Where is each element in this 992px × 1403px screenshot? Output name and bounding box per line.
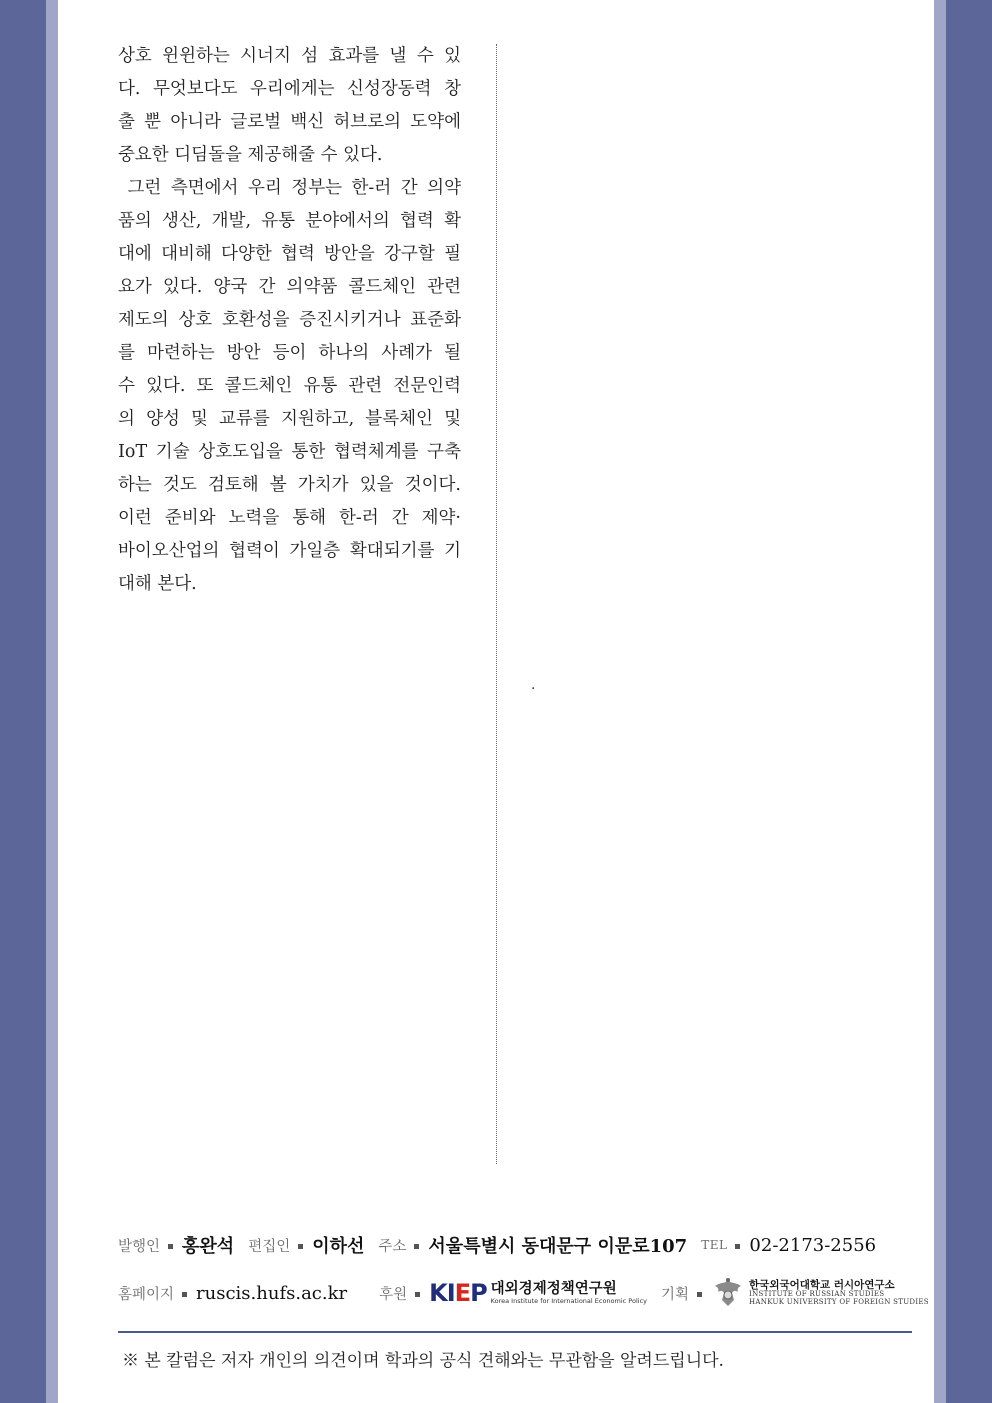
column-divider bbox=[496, 44, 497, 1164]
double-eagle-emblem-icon bbox=[711, 1276, 745, 1310]
tel-label: TEL bbox=[701, 1238, 728, 1252]
left-margin-band-light bbox=[46, 0, 58, 1403]
kiep-name: 대외경제정책연구원 bbox=[490, 1280, 617, 1297]
bullet-icon bbox=[182, 1292, 187, 1297]
irs-logo bbox=[711, 1276, 929, 1310]
irs-name-en-2: HANKUK UNIVERSITY OF FOREIGN STUDIES bbox=[749, 1297, 929, 1306]
body-line: 의 양성 및 교류를 지원하고, 블록체인 및 bbox=[118, 409, 461, 429]
body-line: 요가 있다. 양국 간 의약품 콜드체인 관련 bbox=[118, 277, 461, 297]
tel-value: 02-2173-2556 bbox=[749, 1234, 877, 1256]
bullet-icon bbox=[415, 1292, 420, 1297]
irs-name-en-1: INSTITUTE OF RUSSIAN STUDIES bbox=[749, 1290, 885, 1299]
sponsor-label: 후원 bbox=[379, 1286, 408, 1303]
publisher-name: 홍완석 bbox=[182, 1236, 235, 1257]
publisher-label: 발행인 bbox=[118, 1238, 161, 1255]
body-line: 제도의 상호 호환성을 증진시키거나 표준화 bbox=[118, 310, 461, 330]
body-line: 대해 본다. bbox=[118, 574, 197, 594]
body-line: 상호 윈윈하는 시너지 섬 효과를 낼 수 있 bbox=[118, 46, 461, 66]
right-margin-band-light bbox=[934, 0, 946, 1403]
body-line: 출 뿐 아니라 글로벌 백신 허브로의 도약에 bbox=[118, 112, 461, 132]
disclaimer-text: ※ 본 칼럼은 저자 개인의 의견이며 학과의 공식 견해와는 무관함을 알려드립니다. bbox=[122, 1351, 724, 1371]
footer-colophon-row bbox=[118, 1228, 876, 1262]
bullet-icon bbox=[735, 1244, 740, 1249]
address-label: 주소 bbox=[378, 1238, 407, 1255]
homepage-label: 홈페이지 bbox=[118, 1286, 175, 1303]
body-line: 중요한 디딤돌을 제공해줄 수 있다. bbox=[118, 145, 383, 165]
editor-name: 이하선 bbox=[312, 1236, 365, 1257]
body-line: 바이오산업의 협력이 가일층 확대되기를 기 bbox=[118, 541, 461, 561]
bullet-icon bbox=[168, 1244, 173, 1249]
body-line: 하는 것도 검토해 볼 가치가 있을 것이다. bbox=[118, 475, 461, 495]
body-line: 품의 생산, 개발, 유통 분야에서의 협력 확 bbox=[118, 211, 461, 231]
left-margin-band bbox=[0, 0, 46, 1403]
bullet-icon bbox=[414, 1244, 419, 1249]
body-line: IoT 기술 상호도입을 통한 협력체계를 구축 bbox=[118, 442, 461, 462]
kiep-logo-mark: KIEP bbox=[429, 1279, 487, 1307]
bullet-icon bbox=[298, 1244, 303, 1249]
right-margin-band bbox=[946, 0, 992, 1403]
kiep-name-en: Korea Institute for International Economic Policy bbox=[490, 1297, 648, 1305]
body-line: 대에 대비해 다양한 협력 방안을 강구할 필 bbox=[118, 244, 461, 264]
address-value: 서울특별시 동대문구 이문로107 bbox=[428, 1236, 688, 1257]
body-line: 그런 측면에서 우리 정부는 한-러 간 의약 bbox=[118, 178, 461, 198]
bullet-icon bbox=[697, 1292, 702, 1297]
editor-label: 편집인 bbox=[248, 1238, 291, 1255]
stray-mark: . bbox=[531, 677, 536, 693]
kiep-logo bbox=[429, 1279, 647, 1307]
planning-label: 기획 bbox=[661, 1286, 690, 1303]
body-line: 를 마련하는 방안 등이 하나의 사례가 될 bbox=[118, 343, 461, 363]
body-line: 수 있다. 또 콜드체인 유통 관련 전문인력 bbox=[118, 376, 461, 396]
body-line: 이런 준비와 노력을 통해 한-러 간 제약· bbox=[118, 508, 461, 528]
irs-name: 한국외국어대학교 러시아연구소 bbox=[749, 1278, 895, 1291]
body-line: 다. 무엇보다도 우리에게는 신성장동력 창 bbox=[118, 79, 461, 99]
footer-divider bbox=[118, 1331, 912, 1333]
homepage-link[interactable]: ruscis.hufs.ac.kr bbox=[196, 1282, 348, 1304]
footer-sponsor-row bbox=[118, 1276, 929, 1310]
